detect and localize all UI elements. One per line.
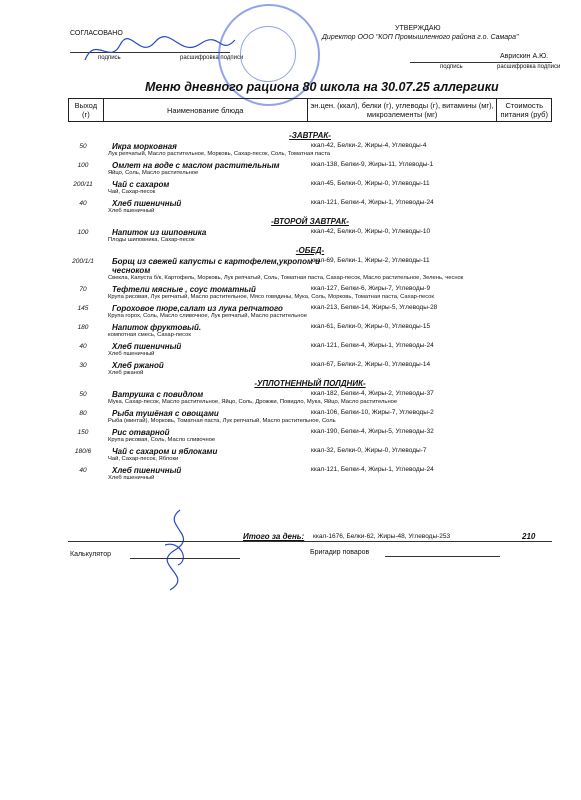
menu-table-header [68,98,552,122]
item-name: Борщ из свежей капусты с картофелем,укропом и чесноком [112,257,320,275]
item-nutrition: ккал-213, Белки-14, Жиры-5, Углеводы-28 [311,304,438,311]
item-qty: 40 [79,343,87,350]
chef-label: Бригадир поваров [310,549,370,556]
signature-icon [150,505,210,595]
section-title: -ОБЕД- [295,246,325,255]
director-role: Директор ООО "КОП Промышленного района г.о. Самара" [322,34,519,41]
item-name: Хлеб ржаной [112,361,164,370]
item-name: Омлет на воде с маслом растительным [112,161,280,170]
item-name: Гороховое пюре,салат из лука репчатого [112,304,283,313]
item-qty: 80 [79,410,87,417]
item-qty: 100 [77,229,89,236]
calculator-line [130,558,240,559]
chef-line [385,556,500,557]
item-nutrition: ккал-42, Белки-0, Жиры-0, Углеводы-10 [311,228,431,235]
menu-item-row [68,389,552,406]
item-ingredients: компотная смесь, Сахар-песок [108,332,191,338]
menu-item-row [68,179,552,196]
item-ingredients: Яйцо, Соль, Масло растительное [108,170,199,176]
item-qty: 40 [79,467,87,474]
left-sign-caption: подпись [98,55,121,61]
item-qty: 145 [77,305,89,312]
total-label: Итого за день: [243,532,305,541]
item-name: Хлеб пшеничный [112,199,182,208]
item-name: Чай с сахаром и яблоками [112,447,218,456]
section-title: -УПЛОТНЕННЫЙ ПОЛДНИК- [254,379,366,388]
total-value: ккал-1676, Белки-62, Жиры-48, Углеводы-253 [313,533,451,540]
item-qty: 150 [77,429,89,436]
left-decode-caption: расшифровка подписи [180,55,244,61]
item-ingredients: Чай, Сахар-песок, Яблоки [108,456,179,462]
section-title: -ЗАВТРАК- [289,131,331,140]
item-name: Рыба тушёная с овощами [112,409,219,418]
item-name: Чай с сахаром [112,180,170,189]
right-sign-line [410,62,552,63]
item-qty: 180 [77,324,89,331]
item-qty: 50 [79,143,87,150]
item-ingredients: Крупа рисовая, Соль, Масло сливочное [108,437,216,443]
total-cost: 210 [522,532,536,541]
menu-item-row [68,198,552,215]
item-ingredients: Свекла, Капуста б/к, Картофель, Морковь, Лук репчатый, Соль, Томатная паста, Сахар-песок, Масло растительное, Зелень, чеснок [108,275,464,281]
menu-item-row [68,360,552,377]
item-qty: 50 [79,391,87,398]
calculator-label: Калькулятор [70,551,111,558]
item-name: Икра морковная [112,142,177,151]
item-nutrition: ккал-45, Белки-0, Жиры-0, Углеводы-11 [311,180,430,187]
section-title: -ВТОРОЙ ЗАВТРАК- [271,217,349,226]
item-ingredients: Хлеб пшеничный [108,208,155,214]
col-qty: Выход (г) [69,99,104,122]
item-nutrition: ккал-121, Белки-4, Жиры-1, Углеводы-24 [311,342,434,349]
col-cost: Стоимость питания (руб) [497,99,552,122]
item-nutrition: ккал-121, Белки-4, Жиры-1, Углеводы-24 [311,199,434,206]
signature-icon [70,30,240,70]
item-name: Рис отварной [112,428,170,437]
approve-title: УТВЕРЖДАЮ [395,25,441,32]
menu-item-row [68,227,552,244]
item-ingredients: Крупа рисовая, Лук репчатый, Масло растительное, Мясо говядины, Мука, Соль, Морковь, Томатная паста, Сахар-песок [108,294,434,300]
total-line [68,541,552,542]
item-ingredients: Хлеб пшеничный [108,475,155,481]
item-name: Тефтели мясные , соус томатный [112,285,256,294]
item-nutrition: ккал-61, Белки-0, Жиры-0, Углеводы-15 [311,323,431,330]
item-nutrition: ккал-32, Белки-0, Жиры-0, Углеводы-7 [311,447,427,454]
item-ingredients: Крупа горох, Соль, Масло сливочное, Лук репчатый, Масло растительное [108,313,307,319]
menu-item-row [68,303,552,320]
page-title: Меню дневного рациона 80 школа на 30.07.25 аллергики [145,80,499,94]
item-name: Напиток из шиповника [112,228,207,237]
item-ingredients: Хлеб ржаной [108,370,144,376]
item-qty: 180/6 [74,448,92,455]
item-nutrition: ккал-42, Белки-2, Жиры-4, Углеводы-4 [311,142,427,149]
item-ingredients: Мука, Сахар-песок, Масло растительное, Яйцо, Соль, Дрожжи, Повидло, Мука, Яйцо, Масло растительное [108,399,398,405]
item-qty: 100 [77,162,89,169]
item-name: Хлеб пшеничный [112,342,182,351]
menu-item-row [68,160,552,177]
item-nutrition: ккал-190, Белки-4, Жиры-5, Углеводы-32 [311,428,434,435]
menu-item-row [68,284,552,301]
menu-item-row [68,141,552,158]
item-ingredients: Рыба (минтай), Морковь, Томатная паста, Лук репчатый, Масло растительное, Соль [108,418,336,424]
item-qty: 70 [79,286,87,293]
item-nutrition: ккал-138, Белки-9, Жиры-11, Углеводы-1 [311,161,434,168]
right-sign-caption: подпись [440,64,463,70]
item-name: Ватрушка с повидлом [112,390,204,399]
col-nutr: эн.цен. (ккал), белки (г), углеводы (г), витамины (мг), микроэлементы (мг) [307,99,497,122]
director-name: Аврискин А.Ю. [500,53,549,60]
item-nutrition: ккал-121, Белки-4, Жиры-1, Углеводы-24 [311,466,434,473]
item-nutrition: ккал-69, Белки-1, Жиры-2, Углеводы-11 [311,257,430,264]
item-qty: 200/11 [73,181,93,188]
menu-item-row [68,341,552,358]
item-qty: 200/1/1 [72,258,94,265]
item-ingredients: Лук репчатый, Масло растительное, Морковь, Сахар-песок, Соль, Томатная паста [108,151,331,157]
item-nutrition: ккал-106, Белки-10, Жиры-7, Углеводы-2 [311,409,434,416]
col-name: Наименование блюда [103,99,307,122]
item-name: Хлеб пшеничный [112,466,182,475]
right-decode-caption: расшифровка подписи [497,64,561,70]
item-qty: 30 [79,362,87,369]
item-nutrition: ккал-182, Белки-4, Жиры-2, Углеводы-37 [311,390,434,397]
menu-item-row [68,446,552,463]
menu-body [68,130,552,484]
item-ingredients: Плоды шиповника, Сахар-песок [108,237,195,243]
menu-item-row [68,322,552,339]
menu-item-row [68,427,552,444]
item-qty: 40 [79,200,87,207]
item-ingredients: Чай, Сахар-песок [108,189,156,195]
menu-item-row [68,256,552,282]
menu-item-row [68,408,552,425]
item-nutrition: ккал-127, Белки-6, Жиры-7, Углеводы-9 [311,285,431,292]
menu-item-row [68,465,552,482]
approved-title: СОГЛАСОВАНО [70,30,123,37]
item-nutrition: ккал-67, Белки-2, Жиры-0, Углеводы-14 [311,361,431,368]
item-ingredients: Хлеб пшеничный [108,351,155,357]
item-name: Напиток фруктовый. [112,323,202,332]
